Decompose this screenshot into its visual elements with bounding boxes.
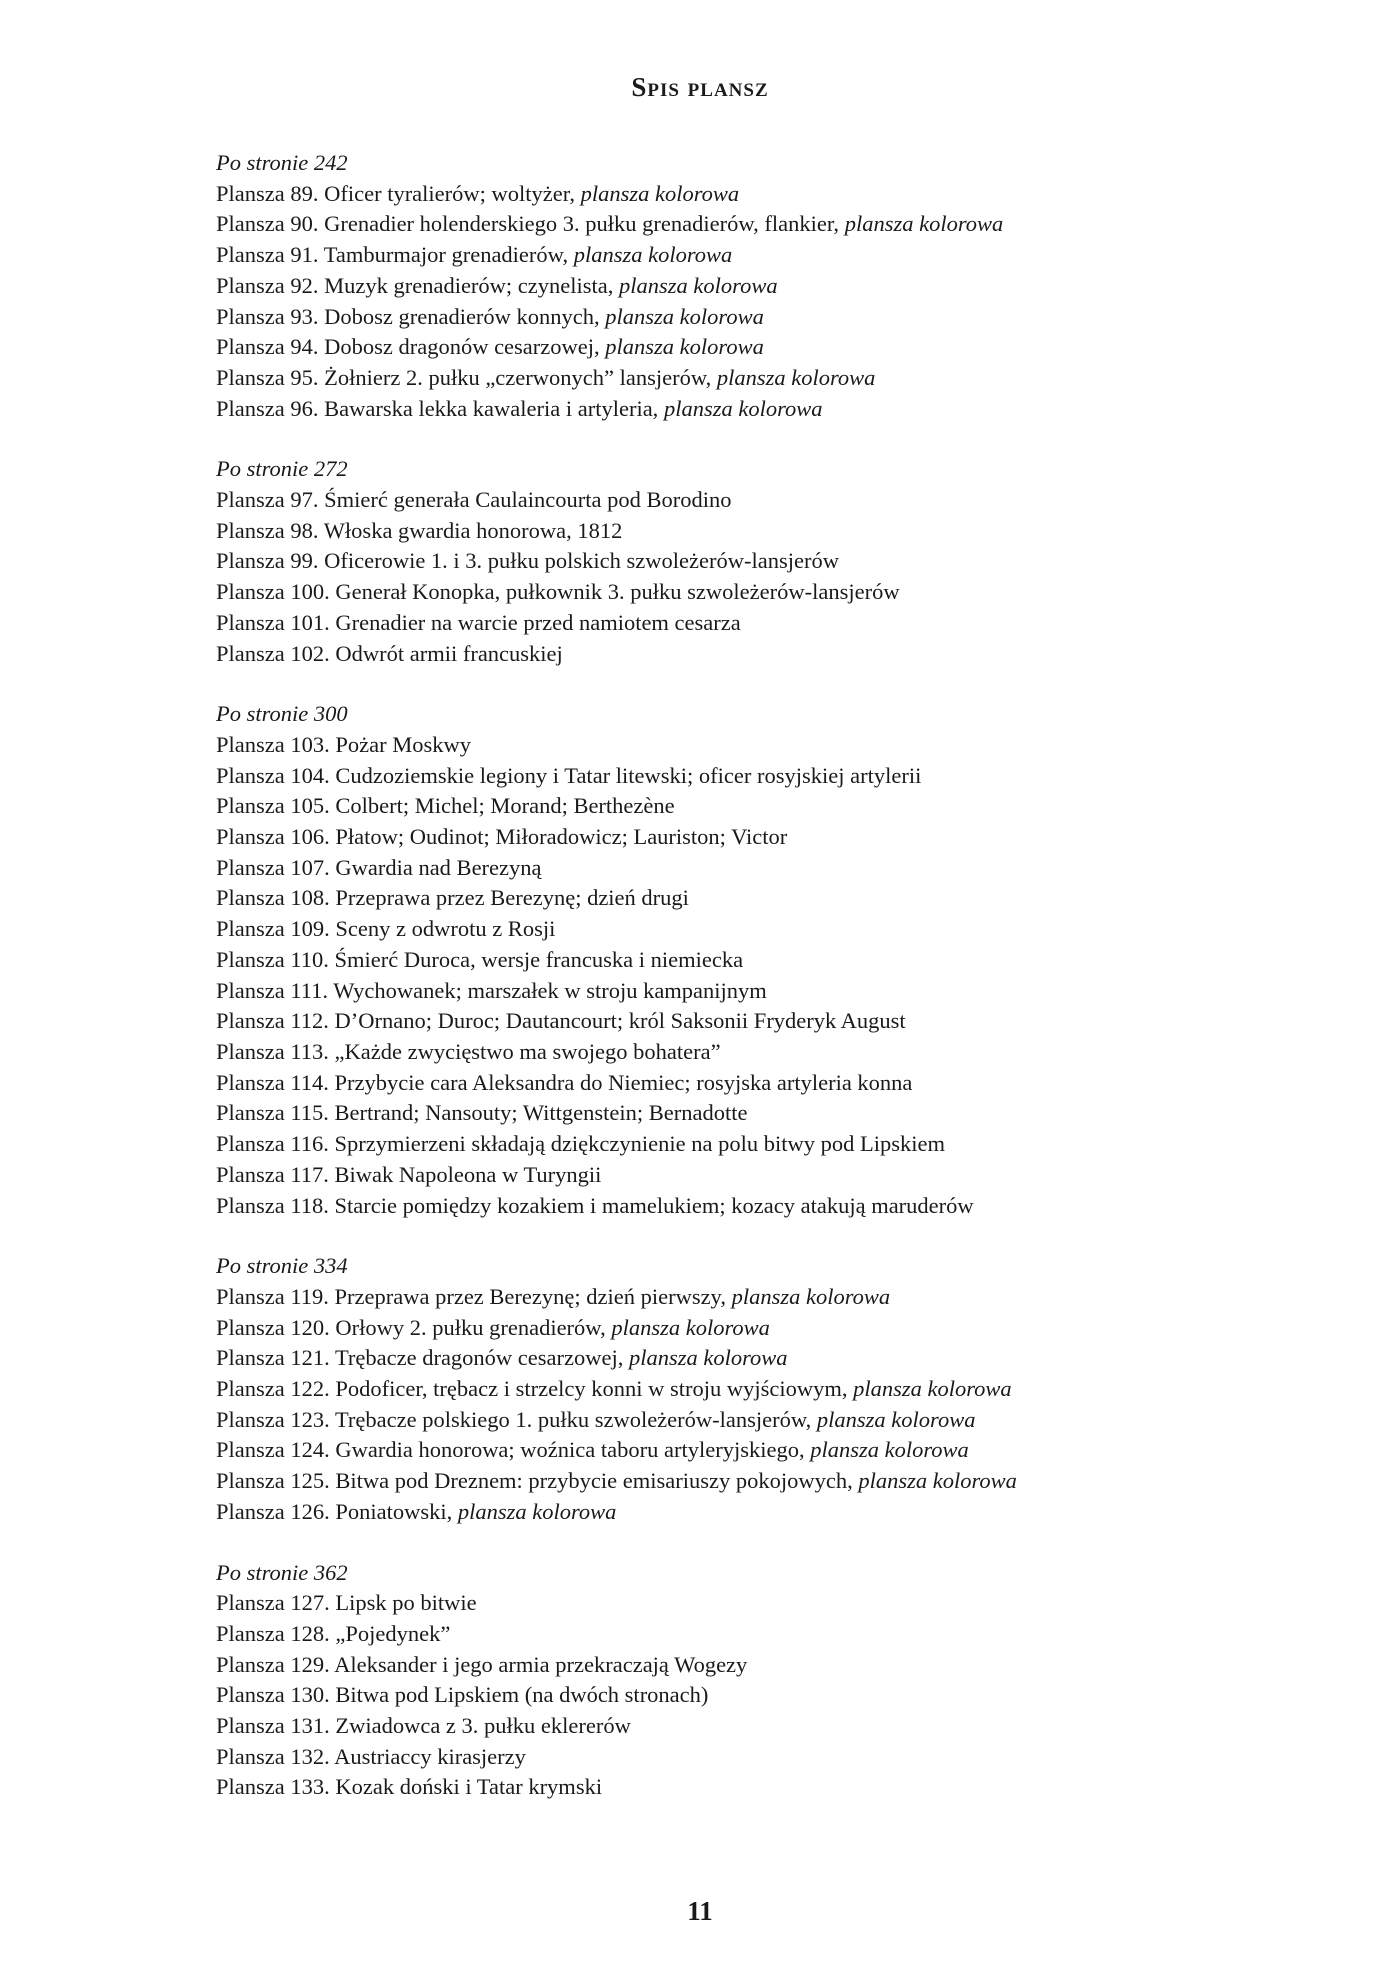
item-text: Plansza 114. Przybycie cara Aleksandra do Niemiec; rosyjska artyleria konna: [216, 1069, 913, 1095]
page-number: 11: [687, 1896, 713, 1926]
list-item: [216, 761, 1216, 792]
item-note: plansza kolorowa: [611, 1314, 770, 1340]
item-text: Plansza 118. Starcie pomiędzy kozakiem i mamelukiem; kozacy atakują maruderów: [216, 1192, 974, 1218]
item-text: Plansza 131. Zwiadowca z 3. pułku eklererów: [216, 1713, 631, 1739]
page-title: Spis plansz: [631, 72, 769, 102]
section-po-stronie-334: [216, 1251, 1216, 1527]
item-text: Plansza 127. Lipsk po bitwie: [216, 1590, 477, 1616]
list-item: [216, 1435, 1216, 1466]
item-text: Plansza 132. Austriaccy kirasjerzy: [216, 1743, 526, 1769]
list-item: [216, 608, 1216, 639]
list-item: [216, 1374, 1216, 1405]
item-text: Plansza 104. Cudzoziemskie legiony i Tatar litewski; oficer rosyjskiej artylerii: [216, 762, 922, 788]
item-text: Plansza 94. Dobosz dragonów cesarzowej,: [216, 334, 606, 360]
item-text: Plansza 93. Dobosz grenadierów konnych,: [216, 303, 606, 329]
list-item: [216, 1129, 1216, 1160]
list-item: [216, 577, 1216, 608]
list-item: [216, 179, 1216, 210]
item-note: plansza kolorowa: [858, 1468, 1017, 1494]
item-text: Plansza 113. „Każde zwycięstwo ma swojego bohatera”: [216, 1038, 721, 1064]
list-item: [216, 485, 1216, 516]
list-item: [216, 822, 1216, 853]
section-heading: Po stronie 272: [216, 456, 348, 482]
item-text: Plansza 133. Kozak doński i Tatar krymski: [216, 1774, 603, 1800]
list-item: [216, 639, 1216, 670]
item-note: plansza kolorowa: [663, 395, 823, 421]
item-text: Plansza 101. Grenadier na warcie przed namiotem cesarza: [216, 609, 741, 635]
section-heading: Po stronie 362: [216, 1559, 348, 1585]
item-text: Plansza 92. Muzyk grenadierów; czynelista,: [216, 272, 620, 298]
list-item: [216, 1313, 1216, 1344]
item-note: plansza kolorowa: [731, 1283, 891, 1309]
item-text: Plansza 111. Wychowanek; marszałek w stroju kampanijnym: [216, 977, 767, 1003]
item-text: Plansza 99. Oficerowie 1. i 3. pułku polskich szwoleżerów-lansjerów: [216, 548, 839, 574]
item-note: plansza kolorowa: [853, 1376, 1012, 1402]
list-item: [216, 1282, 1216, 1313]
list-item: [216, 1772, 1216, 1803]
item-text: Plansza 90. Grenadier holenderskiego 3. pułku grenadierów, flankier,: [216, 211, 845, 237]
item-text: Plansza 117. Biwak Napoleona w Turyngii: [216, 1161, 602, 1187]
list-item: [216, 730, 1216, 761]
section-po-stronie-242: [216, 148, 1216, 424]
item-text: Plansza 105. Colbert; Michel; Morand; Berthezène: [216, 793, 675, 819]
item-note: plansza kolorowa: [605, 334, 764, 360]
item-note: plansza kolorowa: [605, 303, 764, 329]
item-text: Plansza 125. Bitwa pod Dreznem: przybycie emisariuszy pokojowych,: [216, 1468, 859, 1494]
item-text: Plansza 100. Generał Konopka, pułkownik 3. pułku szwoleżerów-lansjerów: [216, 579, 900, 605]
item-note: plansza kolorowa: [716, 364, 876, 390]
list-item: [216, 1191, 1216, 1222]
item-text: Plansza 98. Włoska gwardia honorowa, 1812: [216, 517, 623, 543]
list-item: [216, 791, 1216, 822]
list-item: [216, 945, 1216, 976]
list-item: [216, 1160, 1216, 1191]
item-note: plansza kolorowa: [810, 1437, 969, 1463]
item-note: plansza kolorowa: [573, 242, 733, 268]
list-item: [216, 516, 1216, 547]
plates-list: [216, 148, 1216, 1833]
item-text: Plansza 109. Sceny z odwrotu z Rosji: [216, 916, 556, 942]
section-po-stronie-300: [216, 699, 1216, 1221]
list-item: [216, 976, 1216, 1007]
item-note: plansza kolorowa: [580, 180, 740, 206]
list-item: [216, 240, 1216, 271]
list-item: [216, 302, 1216, 333]
list-item: [216, 1742, 1216, 1773]
list-item: [216, 883, 1216, 914]
item-text: Plansza 121. Trębacze dragonów cesarzowej,: [216, 1345, 629, 1371]
list-item: [216, 271, 1216, 302]
item-text: Plansza 106. Płatow; Oudinot; Miłoradowicz; Lauriston; Victor: [216, 824, 788, 850]
section-heading: Po stronie 300: [216, 701, 348, 727]
list-item: [216, 1006, 1216, 1037]
list-item: [216, 332, 1216, 363]
item-text: Plansza 116. Sprzymierzeni składają dziękczynienie na polu bitwy pod Lipskiem: [216, 1131, 945, 1157]
item-text: Plansza 124. Gwardia honorowa; woźnica taboru artyleryjskiego,: [216, 1437, 811, 1463]
list-item: [216, 363, 1216, 394]
item-text: Plansza 128. „Pojedynek”: [216, 1620, 451, 1646]
item-text: Plansza 126. Poniatowski,: [216, 1498, 458, 1524]
item-text: Plansza 91. Tamburmajor grenadierów,: [216, 242, 574, 268]
section-heading: Po stronie 242: [216, 150, 348, 175]
list-item: [216, 1405, 1216, 1436]
item-text: Plansza 120. Orłowy 2. pułku grenadierów,: [216, 1314, 612, 1340]
item-text: Plansza 130. Bitwa pod Lipskiem (na dwóch stronach): [216, 1682, 709, 1708]
item-note: plansza kolorowa: [816, 1406, 976, 1432]
list-item: [216, 1711, 1216, 1742]
item-text: Plansza 119. Przeprawa przez Berezynę; dzień pierwszy,: [216, 1283, 732, 1309]
section-heading: Po stronie 334: [216, 1253, 348, 1279]
item-text: Plansza 112. D’Ornano; Duroc; Dautancourt; król Saksonii Fryderyk August: [216, 1008, 906, 1034]
list-item: [216, 546, 1216, 577]
item-text: Plansza 89. Oficer tyralierów; woltyżer,: [216, 180, 581, 206]
list-item: [216, 1650, 1216, 1681]
item-text: Plansza 122. Podoficer, trębacz i strzelcy konni w stroju wyjściowym,: [216, 1376, 854, 1402]
list-item: [216, 394, 1216, 425]
item-note: plansza kolorowa: [619, 272, 778, 298]
list-item: [216, 1619, 1216, 1650]
item-text: Plansza 108. Przeprawa przez Berezynę; dzień drugi: [216, 885, 689, 911]
list-item: [216, 1343, 1216, 1374]
item-note: plansza kolorowa: [457, 1498, 617, 1524]
list-item: [216, 853, 1216, 884]
section-po-stronie-272: [216, 454, 1216, 669]
list-item: [216, 1068, 1216, 1099]
list-item: [216, 1588, 1216, 1619]
section-po-stronie-362: [216, 1558, 1216, 1804]
list-item: [216, 1098, 1216, 1129]
list-item: [216, 1466, 1216, 1497]
item-text: Plansza 97. Śmierć generała Caulaincourta pod Borodino: [216, 487, 732, 513]
list-item: [216, 209, 1216, 240]
list-item: [216, 1497, 1216, 1528]
item-text: Plansza 115. Bertrand; Nansouty; Wittgenstein; Bernadotte: [216, 1100, 748, 1126]
item-text: Plansza 123. Trębacze polskiego 1. pułku szwoleżerów-lansjerów,: [216, 1406, 817, 1432]
list-item: [216, 1037, 1216, 1068]
item-note: plansza kolorowa: [844, 211, 1004, 237]
item-text: Plansza 103. Pożar Moskwy: [216, 731, 471, 757]
item-note: plansza kolorowa: [629, 1345, 788, 1371]
item-text: Plansza 102. Odwrót armii francuskiej: [216, 640, 563, 666]
list-item: [216, 1680, 1216, 1711]
item-text: Plansza 129. Aleksander i jego armia przekraczają Wogezy: [216, 1651, 748, 1677]
item-text: Plansza 110. Śmierć Duroca, wersje francuska i niemiecka: [216, 946, 744, 972]
list-item: [216, 914, 1216, 945]
item-text: Plansza 107. Gwardia nad Berezyną: [216, 854, 542, 880]
item-text: Plansza 95. Żołnierz 2. pułku „czerwonych” lansjerów,: [216, 364, 717, 390]
item-text: Plansza 96. Bawarska lekka kawaleria i artyleria,: [216, 395, 664, 421]
